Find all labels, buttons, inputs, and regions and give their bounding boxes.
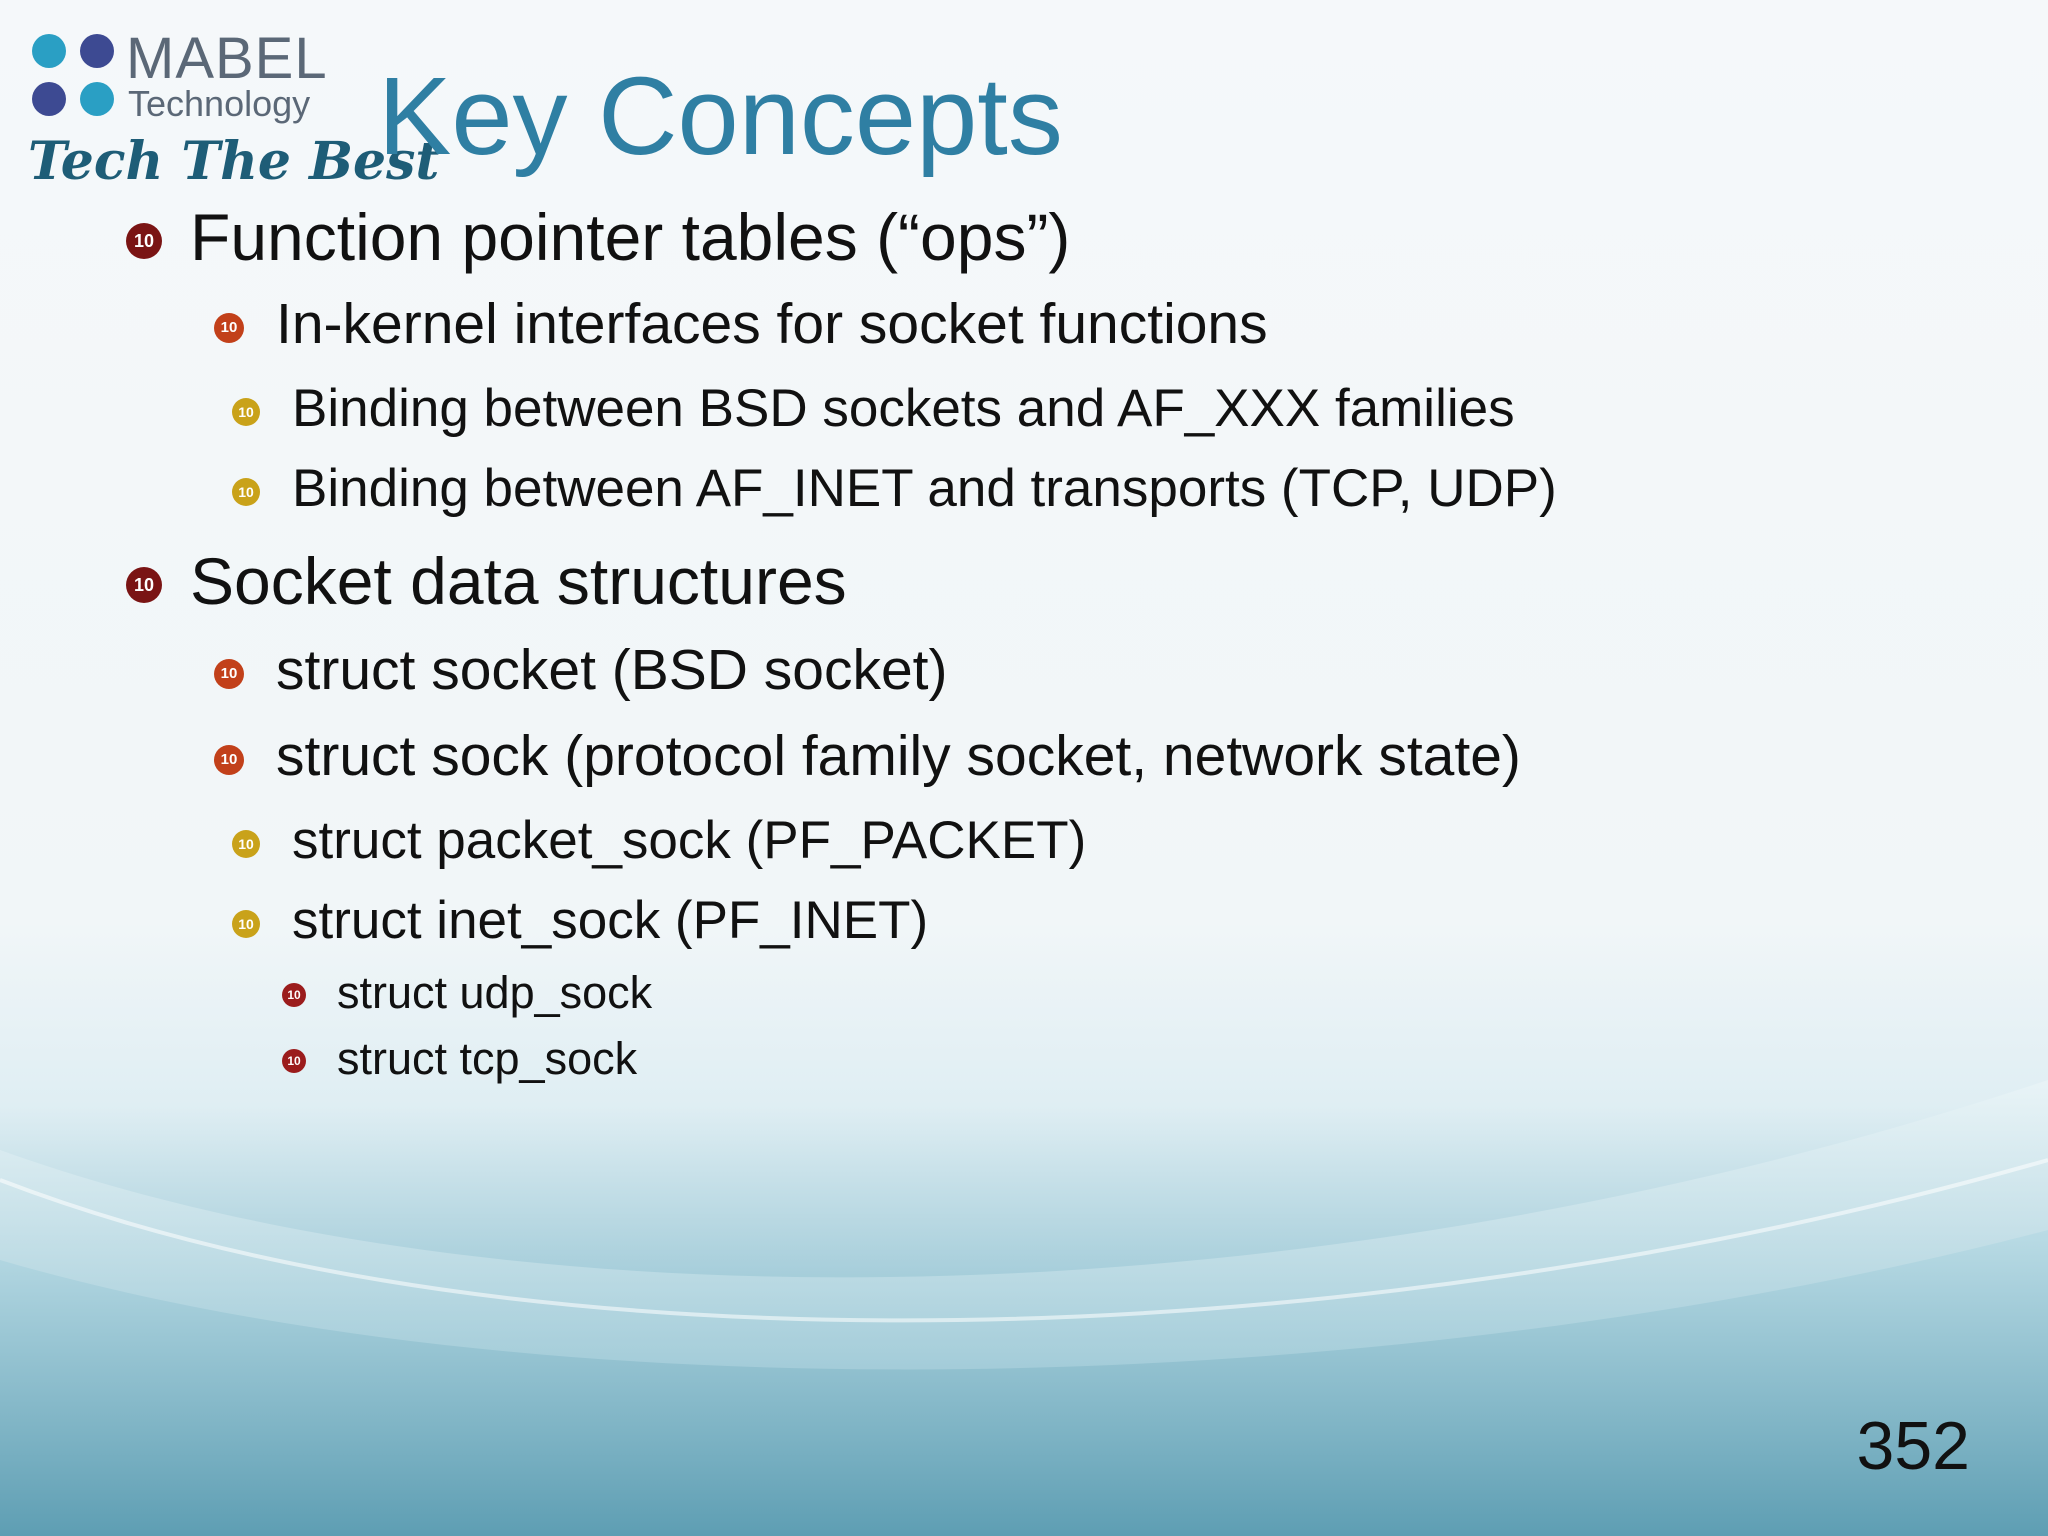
bullet-marker-icon — [126, 567, 162, 603]
bullet-marker-icon — [126, 223, 162, 259]
bullet-text: struct tcp_sock — [337, 1033, 638, 1084]
bullet-marker-icon — [214, 659, 244, 689]
bullet-text: Binding between BSD sockets and AF_XXX families — [292, 379, 1515, 438]
bullet-marker-icon — [214, 745, 244, 775]
bullet-marker-glyph: 10 — [133, 231, 155, 251]
logo-subtitle: Technology — [128, 83, 311, 124]
company-logo — [28, 26, 440, 200]
bullet-marker-glyph: 10 — [287, 1054, 301, 1068]
bullet-text: struct packet_sock (PF_PACKET) — [292, 811, 1087, 870]
bullet-marker-icon — [214, 313, 244, 343]
bullet-item — [238, 379, 1515, 438]
bullet-text: Binding between AF_INET and transports (TCP, UDP) — [292, 459, 1557, 518]
logo-dot — [32, 34, 66, 68]
bullet-item — [238, 811, 1087, 870]
bullet-item — [133, 200, 1071, 274]
page-number: 352 — [1856, 1408, 1970, 1484]
logo-dot — [32, 82, 66, 116]
bullet-marker-icon — [282, 983, 306, 1007]
bullet-text: struct socket (BSD socket) — [276, 638, 948, 702]
bullet-marker-glyph: 10 — [238, 836, 254, 852]
bullet-marker-icon — [232, 910, 260, 938]
bullet-text: Function pointer tables (“ops”) — [190, 200, 1071, 274]
bullet-item — [238, 891, 929, 950]
bullet-marker-glyph: 10 — [220, 665, 238, 682]
bullet-marker-icon — [232, 398, 260, 426]
logo-dot — [80, 34, 114, 68]
logo-tagline: Tech The Best — [28, 131, 440, 192]
slide-title: Key Concepts — [378, 55, 1063, 178]
logo-brand: MABEL — [126, 26, 328, 91]
bullet-marker-glyph: 10 — [287, 988, 301, 1002]
bullet-marker-glyph: 10 — [238, 916, 254, 932]
bullet-marker-glyph: 10 — [220, 751, 238, 768]
bullet-marker-icon — [282, 1049, 306, 1073]
bullet-text: struct inet_sock (PF_INET) — [292, 891, 929, 950]
bullet-marker-glyph: 10 — [133, 575, 155, 595]
bullet-item — [220, 292, 1268, 356]
bullet-text: Socket data structures — [190, 544, 847, 618]
bullet-item — [220, 724, 1521, 788]
bullet-marker-glyph: 10 — [238, 484, 254, 500]
bullet-text: struct sock (protocol family socket, network state) — [276, 724, 1521, 788]
bullet-item — [220, 638, 948, 702]
logo-dot — [80, 82, 114, 116]
bullet-marker-icon — [232, 830, 260, 858]
bullet-item — [238, 459, 1557, 518]
bullet-item — [287, 967, 653, 1018]
bullet-text: struct udp_sock — [337, 967, 653, 1018]
bullet-marker-glyph: 10 — [238, 404, 254, 420]
bullet-text: In-kernel interfaces for socket functions — [276, 292, 1268, 356]
bullet-marker-icon — [232, 478, 260, 506]
bullet-item — [287, 1033, 638, 1084]
bullet-item — [133, 544, 847, 618]
bullet-marker-glyph: 10 — [220, 319, 238, 336]
